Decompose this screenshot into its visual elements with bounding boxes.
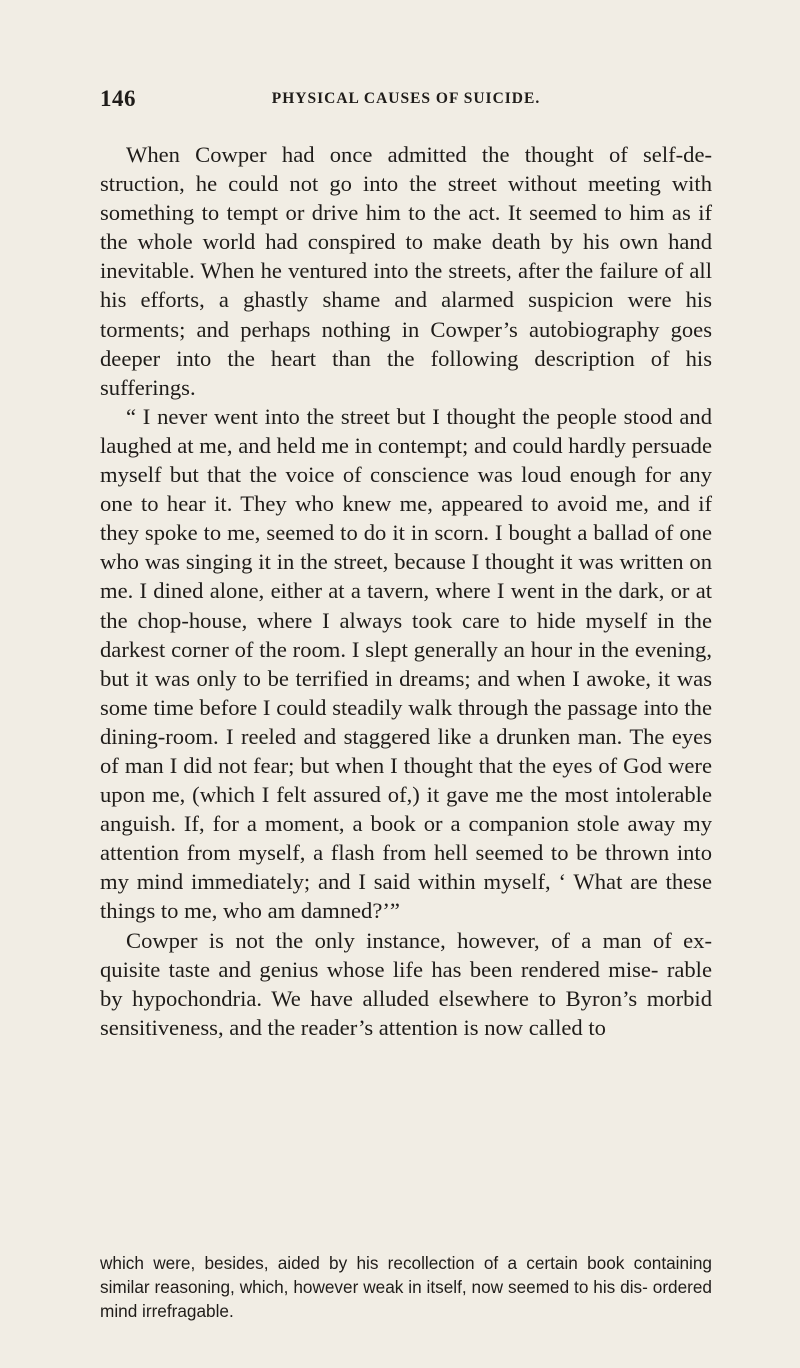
- paragraph-cowper-intro: When Cowper had once admitted the thought of self-de- struction, he could not go into the street without meeting with something to tempt or drive him to the act. It seemed to him as if the whole world had conspired to make death by his own hand inevitable. When he ventured into the streets, after the failure of all his efforts, a ghastly shame and alarmed suspicion were his torments; and perhaps nothing in Cowper’s autobiography goes deeper into the heart than the following description of his sufferings.: [100, 142, 712, 400]
- footnote: which were, besides, aided by his recollection of a certain book containing similar reasoning, which, however weak in itself, now seemed to his dis- ordered mind irrefragable.: [100, 1253, 712, 1321]
- page-number: 146: [100, 86, 136, 111]
- body-text: [100, 140, 712, 1042]
- page-header: [100, 86, 712, 110]
- running-title: PHYSICAL CAUSES OF SUICIDE.: [271, 90, 541, 107]
- paragraph-cowper-quote: “ I never went into the street but I thought the people stood and laughed at me, and held me in contempt; and could hardly persuade myself but that the voice of conscience was loud enough for any one to hear it. They who knew me, appeared to avoid me, and if they spoke to me, seemed to do it in scorn. I bought a ballad of one who was singing it in the street, because I thought it was written on me. I dined alone, either at a tavern, where I went in the dark, or at the chop-house, where I always took care to hide myself in the darkest corner of the room. I slept generally an hour in the evening, but it was only to be terrified in dreams; and when I awoke, it was some time before I could steadily walk through the passage into the dining-room. I reeled and staggered like a drunken man. The eyes of man I did not fear; but when I thought that the eyes of God were upon me, (which I felt assured of,) it gave me the most intolerable anguish. If, for a moment, a book or a companion stole away my attention from myself, a flash from hell seemed to be thrown into my mind immediately; and I said within myself, ‘ What are these things to me, who am damned?’”: [100, 403, 712, 924]
- paragraph-hypochondria: Cowper is not the only instance, however, of a man of ex- quisite taste and genius whose life has been rendered mise- rable by hypochondria. We have alluded elsewhere to Byron’s morbid sensitiveness, and the reader’s attention is now called to: [100, 927, 712, 1040]
